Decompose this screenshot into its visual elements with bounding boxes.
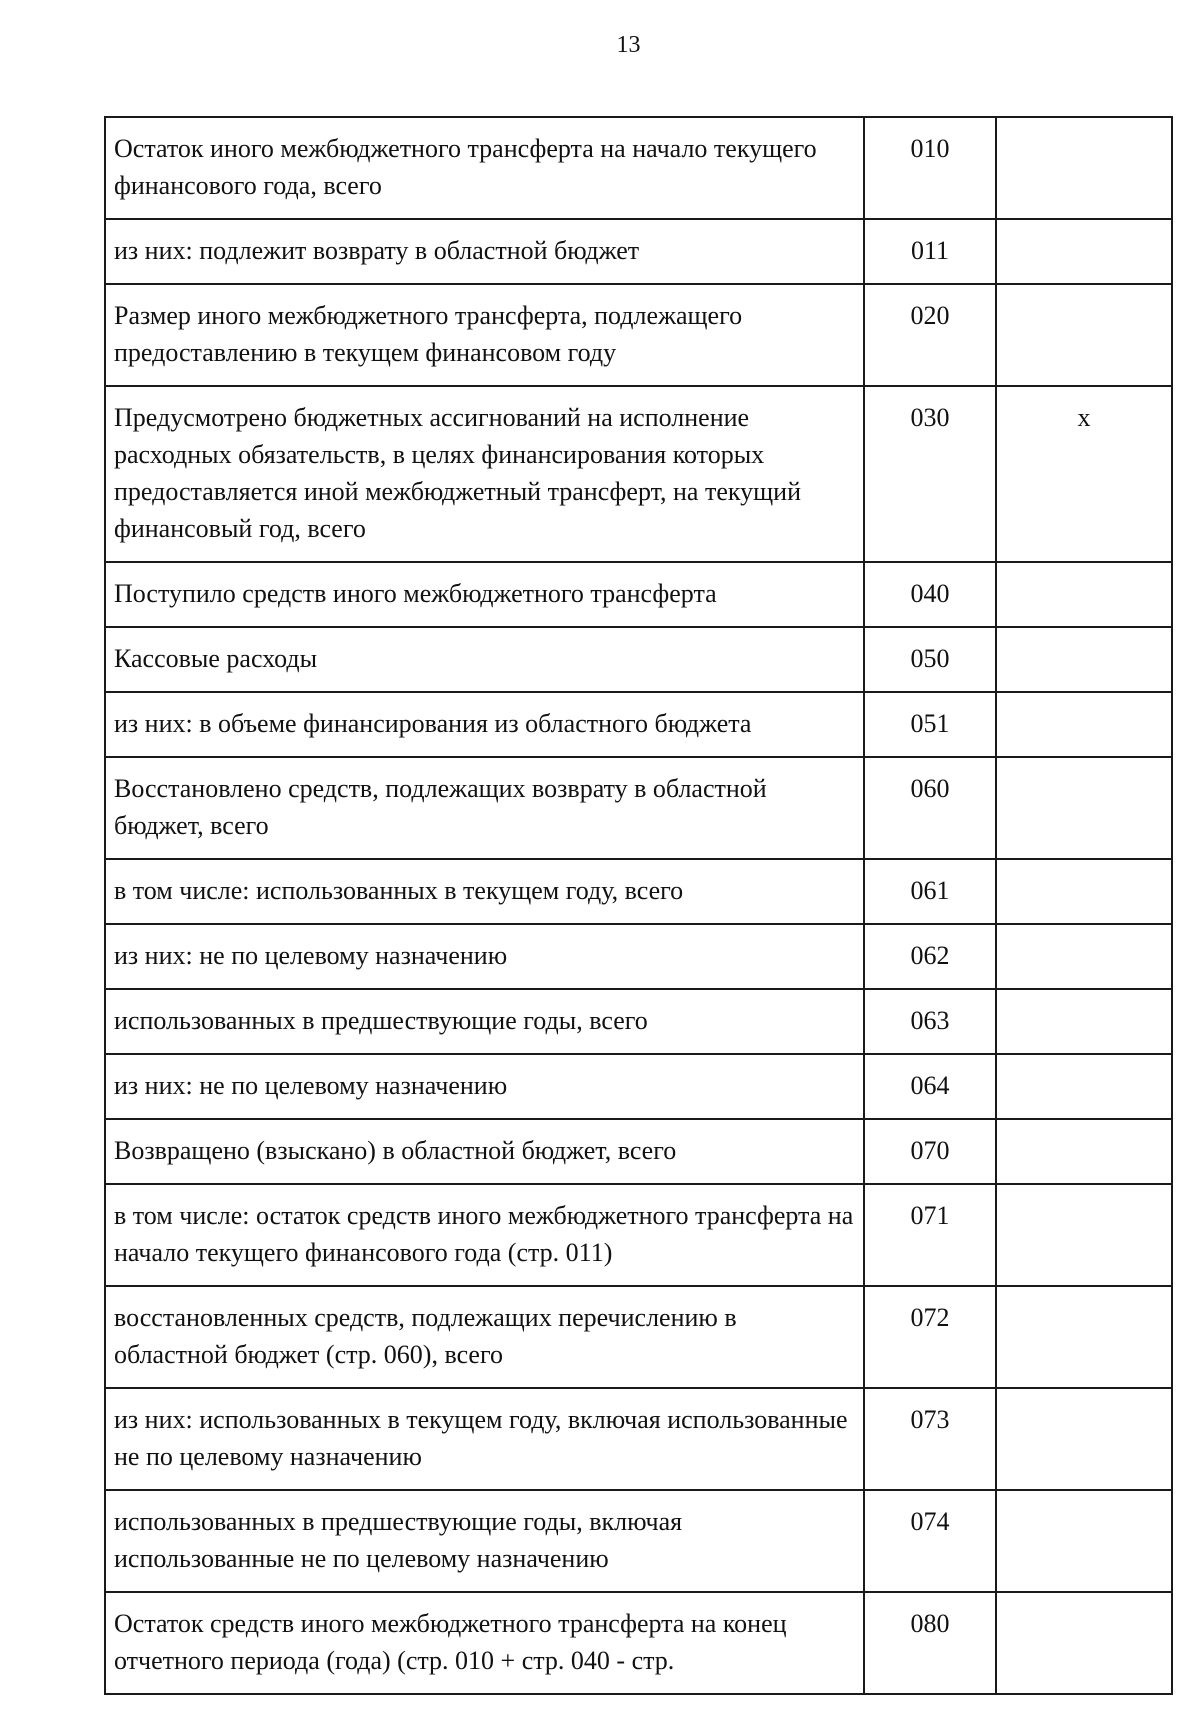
row-value-cell <box>996 924 1172 989</box>
report-table <box>104 116 1173 1695</box>
row-code-cell: 063 <box>864 989 996 1054</box>
row-value-cell <box>996 627 1172 692</box>
row-code-cell: 051 <box>864 692 996 757</box>
row-name-cell: в том числе: использованных в текущем году, всего <box>105 859 864 924</box>
row-value-cell <box>996 1054 1172 1119</box>
table-row <box>105 1592 1172 1694</box>
row-value-cell <box>996 117 1172 219</box>
page-number: 13 <box>616 32 641 58</box>
row-value-cell <box>996 1119 1172 1184</box>
row-code-cell: 030 <box>864 386 996 562</box>
row-value-cell <box>996 284 1172 386</box>
row-value-cell <box>996 1592 1172 1694</box>
row-code-cell: 050 <box>864 627 996 692</box>
row-value-cell <box>996 1490 1172 1592</box>
row-value-cell <box>996 859 1172 924</box>
row-code-cell: 010 <box>864 117 996 219</box>
table-row <box>105 1388 1172 1490</box>
row-name-cell: из них: не по целевому назначению <box>105 924 864 989</box>
row-name-cell: использованных в предшествующие годы, всего <box>105 989 864 1054</box>
row-value-cell: х <box>996 386 1172 562</box>
row-name-cell: Размер иного межбюджетного трансферта, подлежащего предоставлению в текущем финансовом году <box>105 284 864 386</box>
row-code-cell: 073 <box>864 1388 996 1490</box>
row-code-cell: 040 <box>864 562 996 627</box>
report-table-body <box>105 117 1172 1694</box>
table-row <box>105 692 1172 757</box>
table-row <box>105 1184 1172 1286</box>
row-code-cell: 064 <box>864 1054 996 1119</box>
row-value-cell <box>996 757 1172 859</box>
row-name-cell: Кассовые расходы <box>105 627 864 692</box>
table-row <box>105 1286 1172 1388</box>
row-code-cell: 011 <box>864 219 996 284</box>
row-name-cell: из них: подлежит возврату в областной бюджет <box>105 219 864 284</box>
table-row <box>105 1119 1172 1184</box>
row-code-cell: 070 <box>864 1119 996 1184</box>
table-row <box>105 386 1172 562</box>
row-value-cell <box>996 562 1172 627</box>
row-name-cell: Поступило средств иного межбюджетного трансферта <box>105 562 864 627</box>
table-row <box>105 1490 1172 1592</box>
row-name-cell: Остаток иного межбюджетного трансферта на начало текущего финансового года, всего <box>105 117 864 219</box>
table-row <box>105 989 1172 1054</box>
row-code-cell: 080 <box>864 1592 996 1694</box>
table-row <box>105 757 1172 859</box>
row-code-cell: 074 <box>864 1490 996 1592</box>
row-name-cell: из них: не по целевому назначению <box>105 1054 864 1119</box>
row-name-cell: восстановленных средств, подлежащих перечислению в областной бюджет (стр. 060), всего <box>105 1286 864 1388</box>
row-code-cell: 020 <box>864 284 996 386</box>
row-name-cell: Остаток средств иного межбюджетного трансферта на конец отчетного периода (года) (стр. 010 + стр. 040 - стр. <box>105 1592 864 1694</box>
table-row <box>105 859 1172 924</box>
table-row <box>105 924 1172 989</box>
row-value-cell <box>996 1184 1172 1286</box>
table-row <box>105 562 1172 627</box>
table-row <box>105 219 1172 284</box>
row-code-cell: 061 <box>864 859 996 924</box>
row-name-cell: Предусмотрено бюджетных ассигнований на исполнение расходных обязательств, в целях финансирования которых предоставляется иной межбюджетный трансферт, на текущий финансовый год, всего <box>105 386 864 562</box>
table-row <box>105 117 1172 219</box>
row-name-cell: из них: в объеме финансирования из областного бюджета <box>105 692 864 757</box>
row-name-cell: из них: использованных в текущем году, включая использованные не по целевому назначению <box>105 1388 864 1490</box>
row-name-cell: использованных в предшествующие годы, включая использованные не по целевому назначению <box>105 1490 864 1592</box>
row-code-cell: 062 <box>864 924 996 989</box>
row-code-cell: 072 <box>864 1286 996 1388</box>
row-name-cell: Восстановлено средств, подлежащих возврату в областной бюджет, всего <box>105 757 864 859</box>
table-row <box>105 284 1172 386</box>
table-row <box>105 1054 1172 1119</box>
row-name-cell: Возвращено (взыскано) в областной бюджет, всего <box>105 1119 864 1184</box>
row-value-cell <box>996 1286 1172 1388</box>
row-name-cell: в том числе: остаток средств иного межбюджетного трансферта на начало текущего финансового года (стр. 011) <box>105 1184 864 1286</box>
row-value-cell <box>996 1388 1172 1490</box>
row-value-cell <box>996 692 1172 757</box>
row-code-cell: 060 <box>864 757 996 859</box>
row-value-cell <box>996 989 1172 1054</box>
table-row <box>105 627 1172 692</box>
row-value-cell <box>996 219 1172 284</box>
row-code-cell: 071 <box>864 1184 996 1286</box>
